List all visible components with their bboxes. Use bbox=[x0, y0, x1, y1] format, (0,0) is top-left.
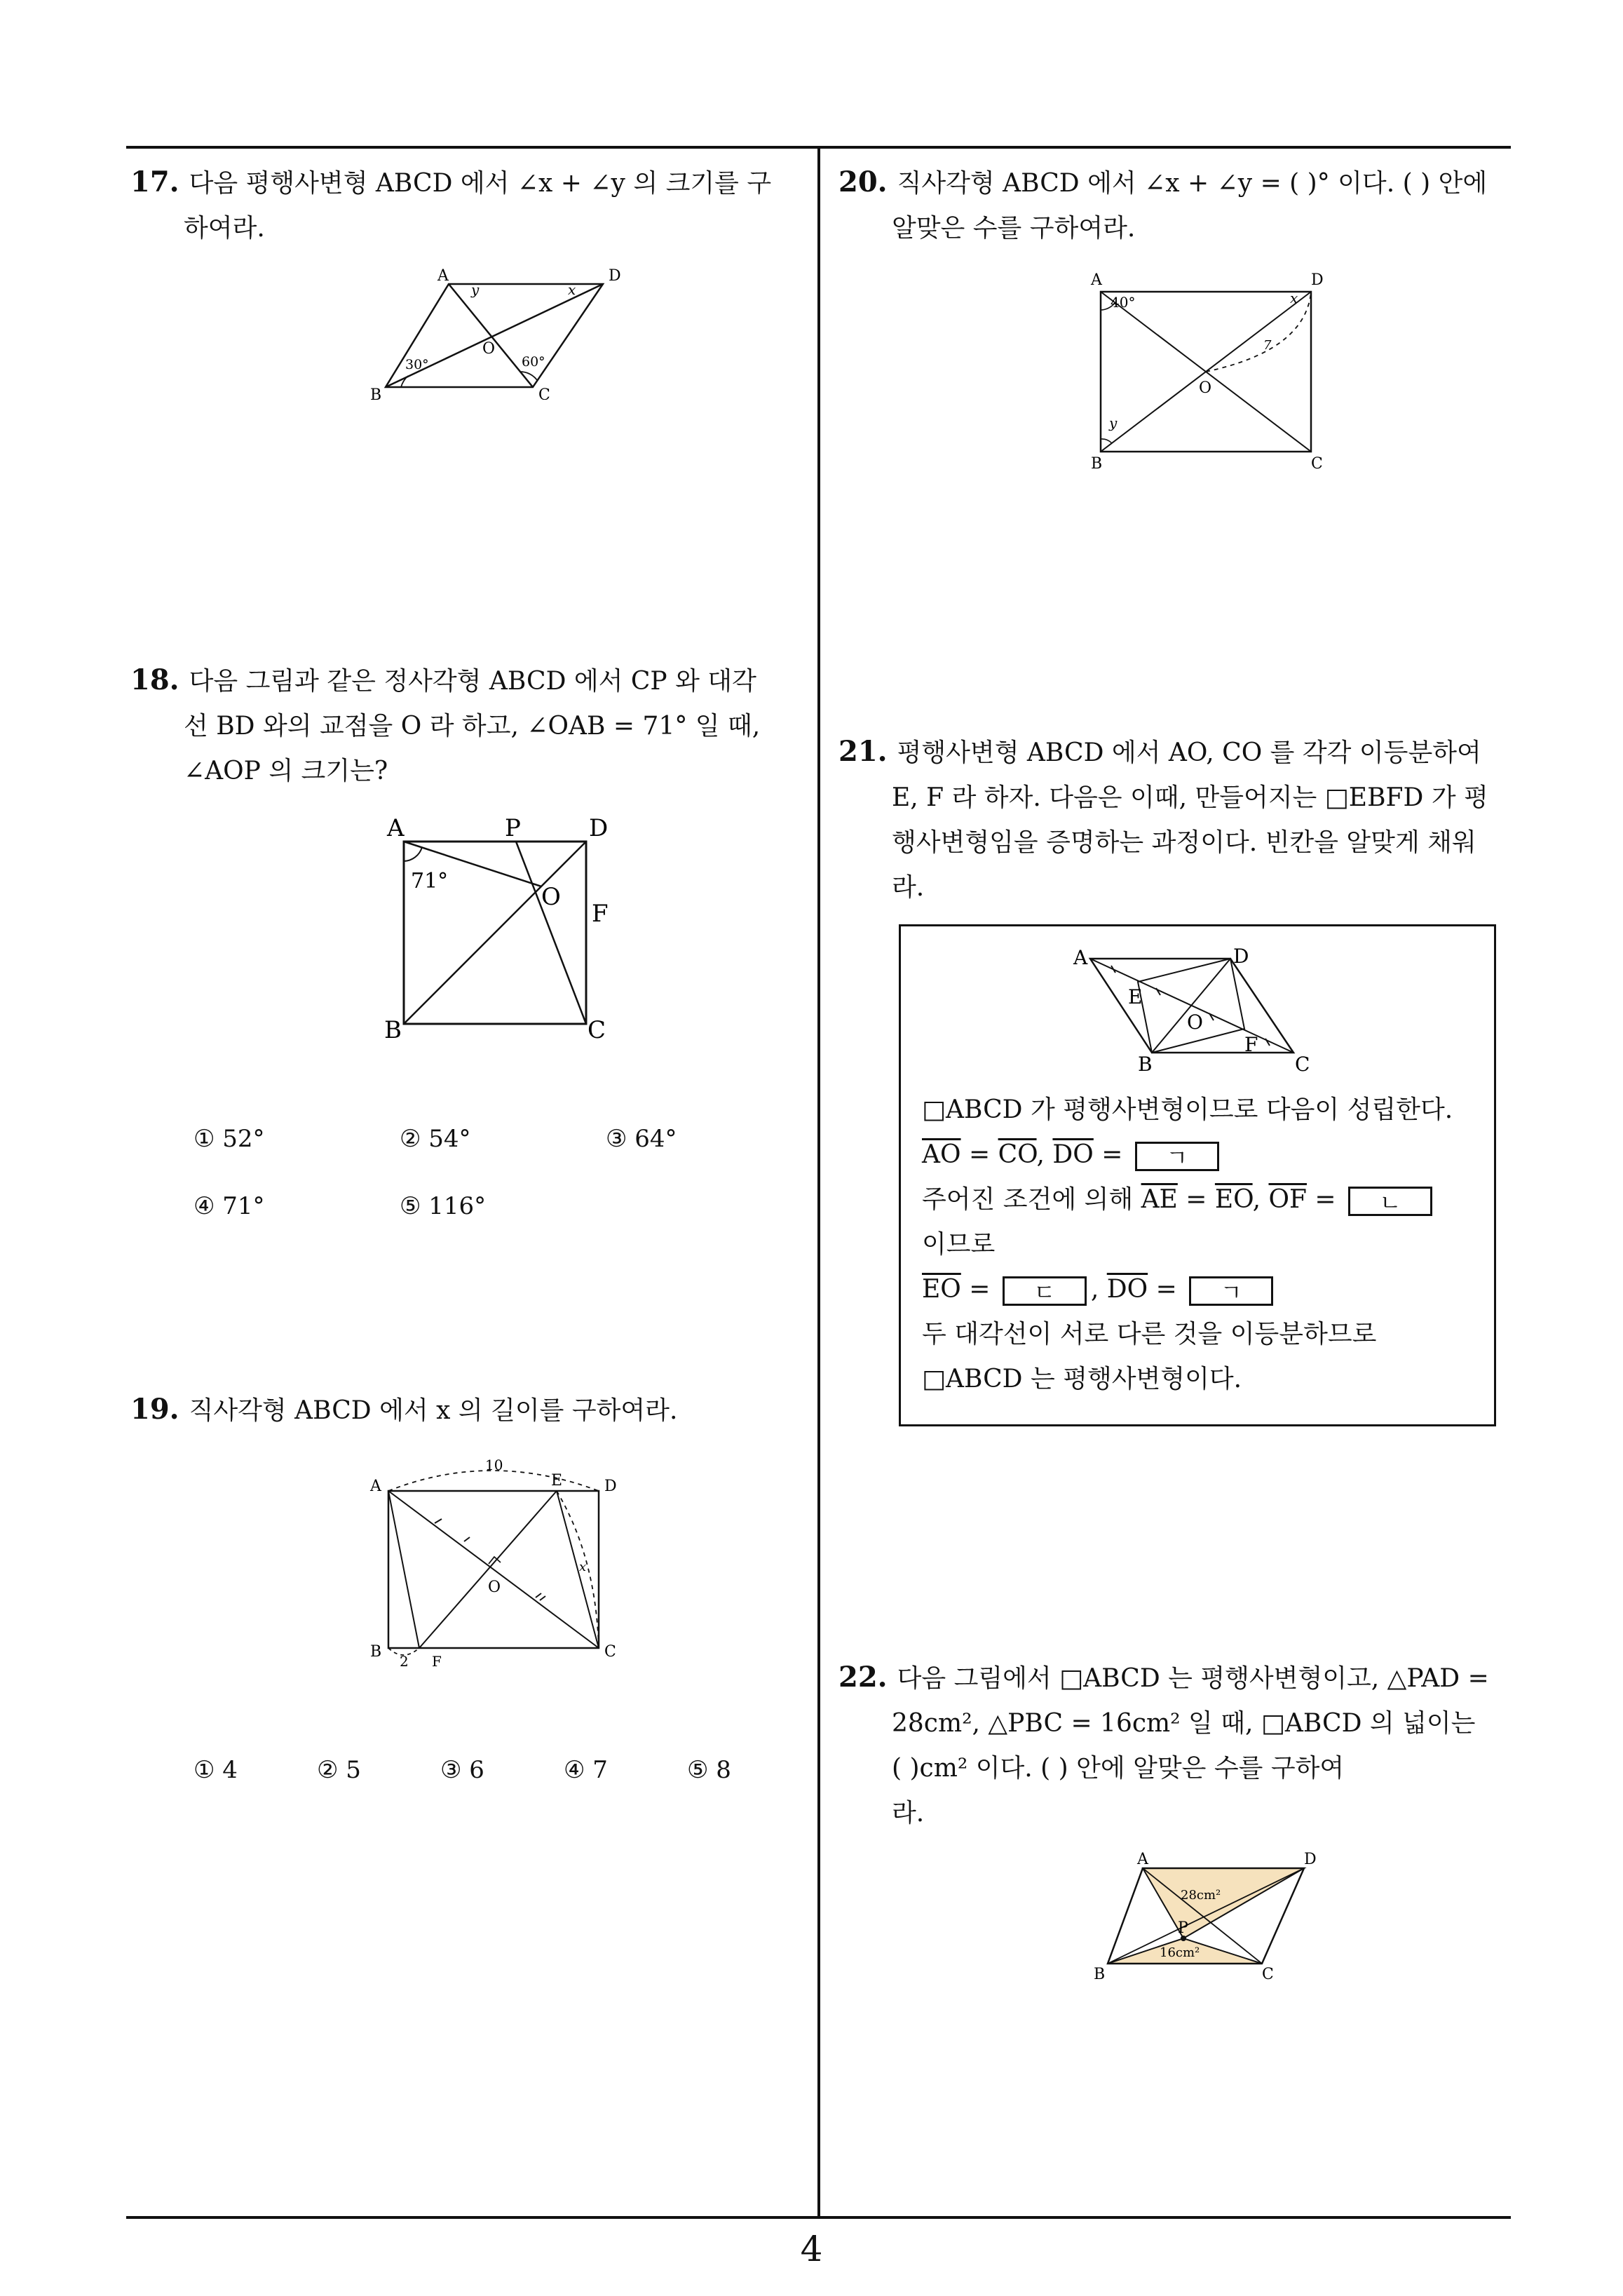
label-B: B bbox=[1091, 455, 1103, 473]
length-2: 2 bbox=[400, 1653, 409, 1670]
label-C: C bbox=[1262, 1966, 1274, 1983]
question-text: 라. bbox=[892, 873, 925, 902]
proof-line-6: 두 대각선이 서로 다른 것을 이등분하므로 bbox=[922, 1320, 1377, 1349]
label-C: C bbox=[1295, 1053, 1310, 1075]
label-y: y bbox=[471, 281, 480, 298]
label-D: D bbox=[1233, 945, 1249, 968]
label-A: A bbox=[437, 267, 449, 285]
label-D: D bbox=[1311, 271, 1324, 289]
choice-4[interactable]: ④ 7 bbox=[564, 1756, 608, 1784]
label-A: A bbox=[1137, 1851, 1148, 1868]
question-text: 하여라. bbox=[184, 214, 265, 243]
label-F: F bbox=[432, 1653, 442, 1670]
choice-2[interactable]: ② 54° bbox=[400, 1125, 471, 1153]
question-number: 17. bbox=[130, 166, 179, 198]
question-number: 20. bbox=[838, 166, 888, 198]
label-P: P bbox=[1178, 1919, 1188, 1937]
label-B: B bbox=[370, 1643, 382, 1661]
page-number: 4 bbox=[800, 2229, 823, 2269]
blank-d[interactable]: ㄷ bbox=[1003, 1276, 1087, 1306]
question-text: 라. bbox=[892, 1799, 925, 1828]
label-C: C bbox=[588, 1016, 606, 1044]
label-O: O bbox=[1187, 1011, 1203, 1034]
label-E: E bbox=[551, 1472, 563, 1490]
label-B: B bbox=[1094, 1966, 1106, 1983]
label-C: C bbox=[538, 386, 550, 400]
question-18 bbox=[130, 658, 760, 794]
choice-2[interactable]: ② 5 bbox=[317, 1756, 361, 1784]
label-x: x bbox=[1290, 290, 1298, 306]
label-C: C bbox=[604, 1643, 616, 1661]
question-17 bbox=[130, 160, 771, 251]
label-D: D bbox=[1304, 1851, 1317, 1868]
angle-30: 30° bbox=[405, 357, 429, 372]
label-P: P bbox=[505, 814, 521, 842]
question-number: 21. bbox=[838, 735, 888, 768]
question-text: 직사각형 ABCD 에서 x 의 길이를 구하여라. bbox=[189, 1396, 678, 1425]
label-C: C bbox=[1311, 455, 1323, 473]
length-7: 7 bbox=[1263, 338, 1272, 353]
blank-g[interactable]: ㄱ bbox=[1135, 1142, 1219, 1171]
question-text: 평행사변형 ABCD 에서 AO, CO 를 각각 이등분하여 bbox=[897, 738, 1481, 767]
label-B: B bbox=[1138, 1053, 1153, 1075]
label-A: A bbox=[387, 814, 405, 842]
proof-line-2: $\overline{AO} = \overline{CO}$, $\overline{DO}$ = ㄱ bbox=[922, 1133, 1453, 1177]
q18-square-figure bbox=[379, 806, 631, 1045]
label-x: x bbox=[568, 281, 576, 298]
proof-line-3: 주어진 조건에 의해 $\overline{AE} = \overline{EO}$, $\overline{OF}$ = ㄴ bbox=[922, 1177, 1453, 1222]
q21-parallelogram-figure bbox=[1069, 942, 1322, 1075]
column-divider bbox=[817, 146, 820, 2219]
label-O: O bbox=[482, 340, 496, 358]
proof-line-7: □ABCD 는 평행사변형이다. bbox=[922, 1365, 1242, 1393]
label-O: O bbox=[1199, 379, 1212, 397]
question-text: 다음 그림에서 □ABCD 는 평행사변형이고, △PAD = bbox=[897, 1664, 1489, 1693]
label-O: O bbox=[541, 883, 561, 911]
label-D: D bbox=[589, 814, 609, 842]
choice-3[interactable]: ③ 6 bbox=[440, 1756, 484, 1784]
question-text: 다음 평행사변형 ABCD 에서 ∠x + ∠y 의 크기를 구 bbox=[189, 169, 772, 198]
choice-5[interactable]: ⑤ 8 bbox=[687, 1756, 731, 1784]
label-A: A bbox=[1073, 946, 1088, 969]
label-E: E bbox=[1128, 985, 1143, 1008]
label-D: D bbox=[604, 1478, 617, 1495]
angle-40: 40° bbox=[1111, 294, 1136, 311]
angle-60: 60° bbox=[522, 354, 545, 370]
proof-line-4: 이므로 bbox=[922, 1230, 996, 1259]
question-22 bbox=[838, 1655, 1489, 1836]
length-10: 10 bbox=[485, 1457, 503, 1473]
label-B: B bbox=[384, 1016, 402, 1044]
question-text: 선 BD 와의 교점을 O 라 하고, ∠OAB = 71° 일 때, bbox=[184, 712, 761, 741]
choice-1[interactable]: ① 52° bbox=[193, 1125, 265, 1153]
label-A: A bbox=[1091, 271, 1102, 289]
angle-71: 71° bbox=[411, 869, 449, 893]
label-F: F bbox=[592, 900, 609, 928]
question-text: 다음 그림과 같은 정사각형 ABCD 에서 CP 와 대각 bbox=[189, 667, 756, 696]
choice-4[interactable]: ④ 71° bbox=[193, 1192, 265, 1220]
blank-g-2[interactable]: ㄱ bbox=[1189, 1276, 1273, 1306]
question-text: 28cm², △PBC = 16cm² 일 때, □ABCD 의 넓이는 bbox=[892, 1709, 1476, 1738]
label-y: y bbox=[1109, 414, 1118, 431]
label-A: A bbox=[370, 1478, 381, 1495]
bottom-rule bbox=[126, 2216, 1511, 2219]
label-B: B bbox=[370, 386, 382, 400]
choice-1[interactable]: ① 4 bbox=[193, 1756, 238, 1784]
question-19 bbox=[130, 1387, 677, 1433]
question-number: 22. bbox=[838, 1661, 888, 1694]
blank-n[interactable]: ㄴ bbox=[1348, 1187, 1432, 1216]
question-text: 직사각형 ABCD 에서 ∠x + ∠y = ( )° 이다. ( ) 안에 bbox=[897, 169, 1488, 198]
q17-parallelogram-figure bbox=[365, 266, 631, 400]
area-28: 28cm² bbox=[1181, 1888, 1221, 1903]
question-text: ∠AOP 의 크기는? bbox=[184, 757, 388, 785]
question-21 bbox=[838, 729, 1488, 910]
question-number: 18. bbox=[130, 663, 179, 696]
question-text: 행사변형임을 증명하는 과정이다. 빈칸을 알맞게 채워 bbox=[892, 828, 1476, 857]
question-text: ( )cm² 이다. ( ) 안에 알맞은 수를 구하여 bbox=[892, 1754, 1345, 1783]
proof-text bbox=[922, 1088, 1453, 1402]
choice-3[interactable]: ③ 64° bbox=[606, 1125, 677, 1153]
question-20 bbox=[838, 160, 1487, 251]
proof-line-5: $\overline{EO}$ = ㄷ , $\overline{DO}$ = ㄱ bbox=[922, 1267, 1453, 1312]
label-O: O bbox=[488, 1579, 501, 1596]
proof-line-1: □ABCD 가 평행사변형이므로 다음이 성립한다. bbox=[922, 1095, 1453, 1124]
q21-proof-box bbox=[899, 924, 1496, 1426]
area-16: 16cm² bbox=[1160, 1945, 1200, 1960]
q22-parallelogram-figure bbox=[1087, 1851, 1325, 1985]
question-text: E, F 라 하자. 다음은 이때, 만들어지는 □EBFD 가 평 bbox=[892, 783, 1488, 812]
choice-5[interactable]: ⑤ 116° bbox=[400, 1192, 487, 1220]
label-F: F bbox=[1244, 1033, 1258, 1056]
q19-rectangle-figure bbox=[365, 1452, 631, 1676]
question-number: 19. bbox=[130, 1393, 179, 1426]
q20-rectangle-figure bbox=[1080, 266, 1346, 477]
question-text: 알맞은 수를 구하여라. bbox=[892, 214, 1136, 243]
label-D: D bbox=[609, 267, 621, 285]
label-x: x bbox=[579, 1560, 587, 1574]
